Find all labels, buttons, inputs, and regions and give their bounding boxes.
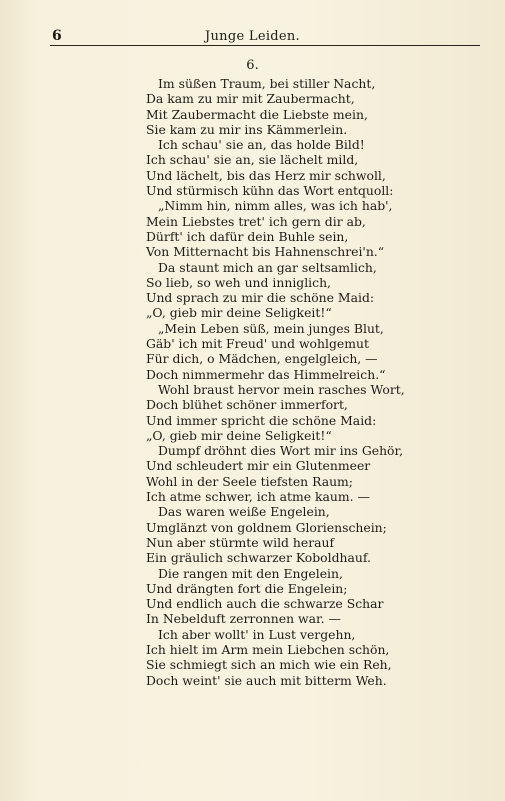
poem-line: Mit Zaubermacht die Liebste mein, (146, 106, 368, 122)
poem-line: Ich schau' sie an, das holde Bild! (158, 137, 365, 153)
poem-line: Ich hielt im Arm mein Liebchen schön, (146, 641, 390, 657)
running-title: Junge Leiden. (204, 29, 300, 44)
poem-line: In Nebelduft zerronnen war. — (146, 611, 341, 627)
stanza (146, 76, 486, 137)
poem-line: „O, gieb mir deine Seligkeit!“ (146, 305, 332, 321)
poem-line: Und drängten fort die Engelein; (146, 580, 348, 596)
poem-line: Für dich, o Mädchen, engelgleich, — (146, 351, 378, 367)
stanza (146, 382, 486, 443)
poem-line: Und immer spricht die schöne Maid: (146, 412, 377, 428)
poem-line: Gäb' ich mit Freud' und wohlgemut (146, 336, 369, 352)
poem-line: „Nimm hin, nimm alles, was ich hab', (158, 198, 393, 214)
poem-body (146, 76, 486, 688)
poem-line: Dumpf dröhnt dies Wort mir ins Gehör, (158, 443, 404, 459)
poem-line: „O, gieb mir deine Seligkeit!“ (146, 427, 332, 443)
stanza (146, 137, 486, 198)
poem-line: Doch weint' sie auch mit bitterm Weh. (146, 672, 387, 688)
poem-line: Ich atme schwer, ich atme kaum. — (146, 489, 370, 505)
poem-line: Und schleudert mir ein Glutenmeer (146, 458, 371, 474)
poem-line: Das waren weiße Engelein, (158, 504, 330, 520)
stanza (146, 566, 486, 627)
page-number: 6 (52, 28, 62, 44)
stanza (146, 260, 486, 321)
poem-line: Doch blühet schöner immerfort, (146, 397, 348, 413)
poem-line: Nun aber stürmte wild herauf (146, 534, 335, 550)
header-rule (50, 45, 480, 46)
stanza (146, 443, 486, 504)
stanza (146, 321, 486, 382)
poem-line: Umglänzt von goldnem Glorienschein; (146, 519, 387, 535)
poem-line: Im süßen Traum, bei stiller Nacht, (158, 76, 376, 91)
poem-line: Dürft' ich dafür dein Buhle sein, (146, 228, 349, 244)
poem-line: „Mein Leben süß, mein junges Blut, (158, 320, 384, 336)
poem-line: Da staunt mich an gar seltsamlich, (158, 259, 377, 275)
poem-line: Sie schmiegt sich an mich wie ein Reh, (146, 657, 392, 673)
poem-line: Ich aber wollt' in Lust vergehn, (158, 626, 356, 642)
section-number: 6. (246, 58, 259, 73)
stanza (146, 198, 486, 259)
poem-line: Wohl braust hervor mein rasches Wort, (158, 381, 405, 397)
poem-line: Ich schau' sie an, sie lächelt mild, (146, 152, 359, 168)
stanza (146, 627, 486, 688)
poem-line: Ein gräulich schwarzer Koboldhauf. (146, 550, 371, 566)
poem-line: Sie kam zu mir ins Kämmerlein. (146, 121, 348, 137)
poem-line: So lieb, so weh und inniglich, (146, 274, 332, 290)
poem-line: Wohl in der Seele tiefsten Raum; (146, 473, 353, 489)
poem-line: Da kam zu mir mit Zaubermacht, (146, 91, 355, 107)
poem-line: Von Mitternacht bis Hahnenschrei'n.“ (146, 244, 385, 260)
poem-line: Mein Liebstes tret' ich gern dir ab, (146, 213, 366, 229)
poem-line: Und endlich auch die schwarze Schar (146, 596, 384, 612)
poem-line: Und lächelt, bis das Herz mir schwoll, (146, 167, 386, 183)
poem-line: Doch nimmermehr das Himmelreich.“ (146, 366, 386, 382)
stanza (146, 504, 486, 565)
poem-line: Und sprach zu mir die schöne Maid: (146, 290, 375, 306)
poem-line: Die rangen mit den Engelein, (158, 565, 343, 581)
poem-line: Und stürmisch kühn das Wort entquoll: (146, 183, 394, 199)
